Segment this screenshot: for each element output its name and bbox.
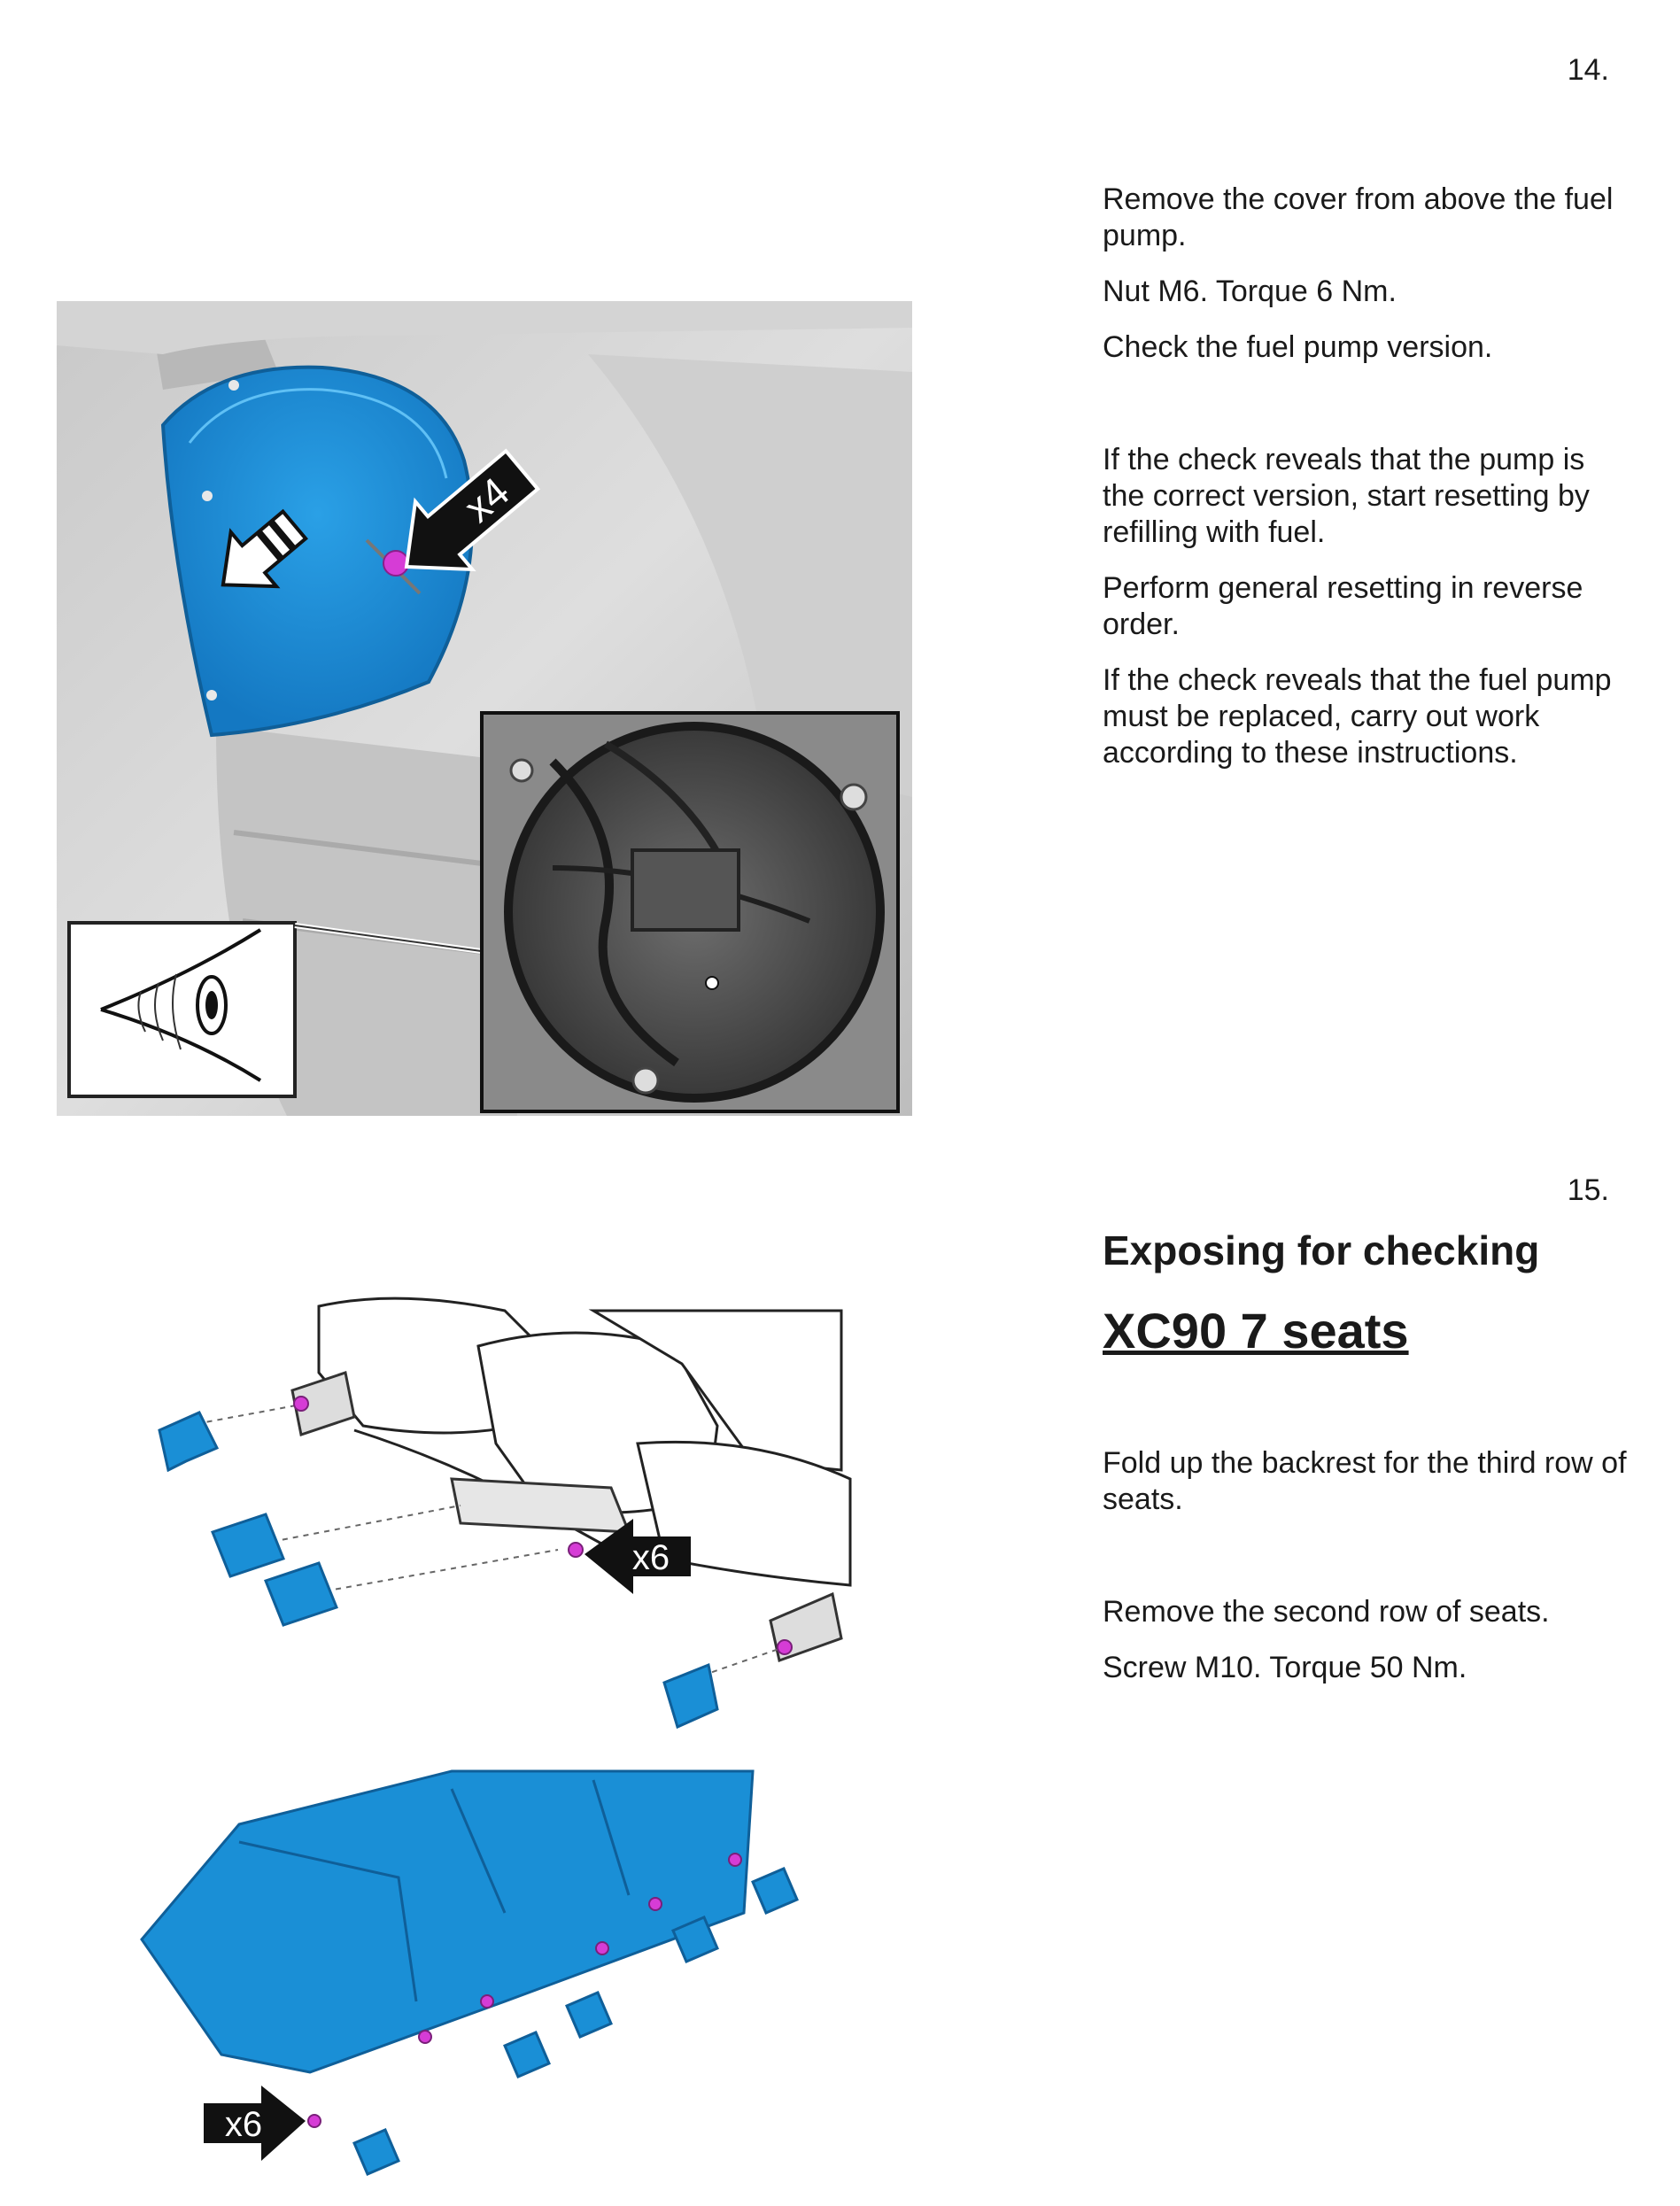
instruction-text: Remove the second row of seats. <box>1103 1595 1550 1629</box>
instruction-text: Check the fuel pump version. <box>1103 330 1493 364</box>
step-15-instructions <box>1103 1445 1634 1686</box>
step-14-instructions <box>1103 182 1634 771</box>
section-heading: Exposing for checking <box>1103 1227 1540 1273</box>
instruction-text: If the check reveals that the pump is the correct version, start resetting by refilling with fuel. <box>1103 443 1590 549</box>
inspect-eye-icon <box>69 923 295 1096</box>
step-number: 15. <box>1567 1173 1609 1207</box>
seat-floor-panel <box>142 1771 753 2072</box>
nut-icon <box>383 551 408 576</box>
instruction-text: Screw M10. Torque 50 Nm. <box>1103 1651 1467 1684</box>
instruction-text: If the check reveals that the fuel pump must be replaced, carry out work according to these instructions. <box>1103 663 1612 770</box>
fuel-pump-cover-illustration <box>57 301 912 1116</box>
seat-removal-illustration <box>133 1293 859 2179</box>
fuel-pump-photo-inset <box>482 713 898 1111</box>
instruction-text: Perform general resetting in reverse order. <box>1103 571 1583 641</box>
instruction-text: Remove the cover from above the fuel pump. <box>1103 182 1614 252</box>
x6-callout-bottom <box>204 2086 306 2161</box>
callout-label: x4 <box>455 468 518 531</box>
callout-label: x6 <box>631 1538 670 1577</box>
instruction-text: Fold up the backrest for the third row of seats. <box>1103 1446 1627 1516</box>
model-subheading: XC90 7 seats <box>1103 1303 1409 1358</box>
callout-label: x6 <box>224 2105 263 2144</box>
third-row-seat-outline <box>319 1298 850 1585</box>
instruction-text: Nut M6. Torque 6 Nm. <box>1103 275 1397 308</box>
step-number: 14. <box>1567 53 1609 87</box>
